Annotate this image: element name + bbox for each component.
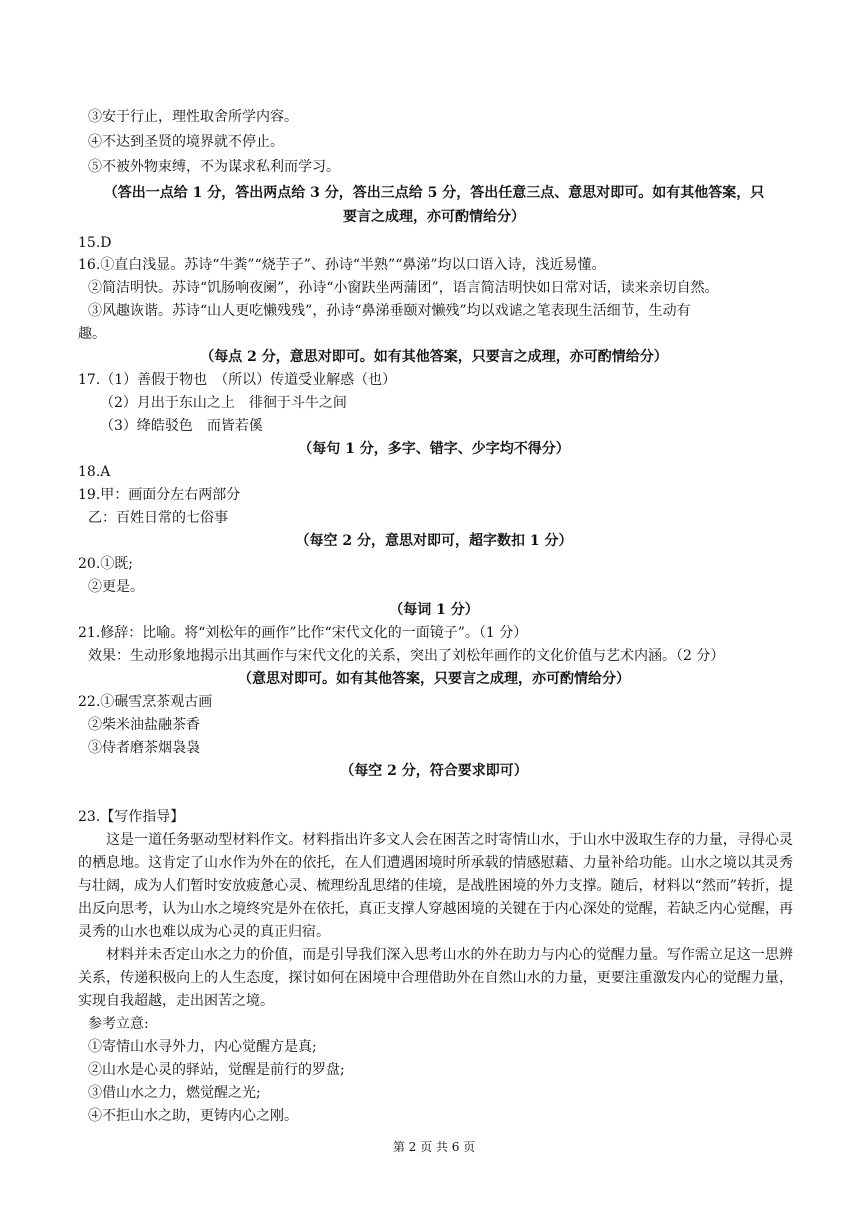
- q14-point-5: ⑤不被外物束缚，不为谋求私利而学习。: [88, 159, 340, 175]
- q18-answer: 18.A: [78, 464, 111, 480]
- q22-line-3: ③侍者磨茶烟袅袅: [88, 740, 200, 756]
- q16-scoring: （每点 2 分，意思对即可。如有其他答案，只要言之成理，亦可酌情给分）: [200, 349, 668, 365]
- q22-scoring: （每空 2 分，符合要求即可）: [340, 763, 528, 779]
- q16-point-3: ③风趣诙谐。苏诗“山人更吃懒残残”，孙诗“鼻涕垂颐对懒残”均以戏谑之笔表现生活细节，生动有: [88, 303, 691, 319]
- q16-point-1: 16.①直白浅显。苏诗“牛粪”“烧芋子”、孙诗“半熟”“鼻涕”均以口语入诗，浅近易懂。: [78, 257, 606, 273]
- q23-reference-2: ②山水是心灵的驿站，觉醒是前行的罗盘;: [88, 1062, 345, 1078]
- q22-line-2: ②柴米油盐融茶香: [88, 717, 200, 733]
- q23-heading: 23.【写作指导】: [78, 809, 185, 825]
- q23-reference-4: ④不拒山水之助，更铸内心之刚。: [88, 1108, 298, 1124]
- q17-scoring: （每句 1 分，多字、错字、少字均不得分）: [298, 441, 570, 457]
- q19-scoring: （每空 2 分，意思对即可，超字数扣 1 分）: [295, 533, 573, 549]
- q23-paragraph-2: 材料并未否定山水之力的价值，而是引导我们深入思考山水的外在助力与内心的觉醒力量。写作需立足这一思辨关系，传递积极向上的人生态度，探讨如何在困境中合理借助外在自然山水的力量，更要注重激发内心的觉醒力量，实现自我超越，走出困苦之境。: [78, 947, 793, 1009]
- page-footer: 第 2 页 共 6 页: [392, 1140, 476, 1154]
- q14-point-3: ③安于行止，理性取舍所学内容。: [88, 109, 298, 125]
- q14-point-4: ④不达到圣贤的境界就不停止。: [88, 134, 284, 150]
- q23-reference-1: ①寄情山水寻外力，内心觉醒方是真;: [88, 1039, 317, 1055]
- q15-answer: 15.D: [78, 235, 112, 251]
- q20-line-1: 20.①既;: [78, 556, 133, 572]
- q23-reference-3: ③借山水之力，燃觉醒之光;: [88, 1085, 261, 1101]
- q14-scoring-line-2: 要言之成理，亦可酌情给分）: [343, 209, 525, 225]
- q17-line-2: （2）月出于东山之上 徘徊于斗牛之间: [100, 395, 347, 411]
- q20-line-2: ②更是。: [88, 579, 144, 595]
- q19-line-2: 乙：百姓日常的七俗事: [88, 510, 228, 526]
- q23-paragraph-1: 这是一道任务驱动型材料作文。材料指出许多文人会在困苦之时寄情山水，于山水中汲取生存的力量，寻得心灵的栖息地。这肯定了山水作为外在的依托，在人们遭遇困境时所承载的情感慰藉、力量补给功能。山水之境以其灵秀与壮阔，成为人们暂时安放疲惫心灵、梳理纷乱思绪的佳境，是战胜困境的外力支撑。随后，材料以“然而”转折，提出反向思考，认为山水之境终究是外在依托，真正支撑人穿越困境的关键在于内心深处的觉醒，若缺乏内心觉醒，再灵秀的山水也难以成为心灵的真正归宿。: [78, 832, 793, 940]
- q14-scoring-line-1: （答出一点给 1 分，答出两点给 3 分，答出三点给 5 分，答出任意三点、意思对即可。如有其他答案，只: [103, 185, 765, 201]
- q19-line-1: 19.甲：画面分左右两部分: [78, 487, 241, 503]
- q21-scoring: （意思对即可。如有其他答案，只要言之成理，亦可酌情给分）: [238, 671, 630, 687]
- q22-line-1: 22.①碾雪烹茶观古画: [78, 694, 213, 710]
- q16-point-2: ②简洁明快。苏诗“饥肠响夜阑”，孙诗“小窗趺坐两蒲团”，语言简洁明快如日常对话，读来亲切自然。: [88, 280, 719, 296]
- q17-line-1: 17.（1）善假于物也 （所以）传道受业解惑（也）: [78, 372, 397, 388]
- q23-reference-heading: 参考立意:: [88, 1016, 149, 1032]
- q16-point-3-continued: 趣。: [78, 326, 106, 342]
- q21-line-1: 21.修辞：比喻。将“刘松年的画作”比作“宋代文化的一面镜子”。（1 分）: [78, 625, 528, 641]
- q20-scoring: （每词 1 分）: [389, 602, 479, 618]
- q21-line-2: 效果：生动形象地揭示出其画作与宋代文化的关系，突出了刘松年画作的文化价值与艺术内涵。（2 分）: [88, 648, 725, 664]
- q17-line-3: （3）绛皓驳色 而皆若傒: [100, 418, 263, 434]
